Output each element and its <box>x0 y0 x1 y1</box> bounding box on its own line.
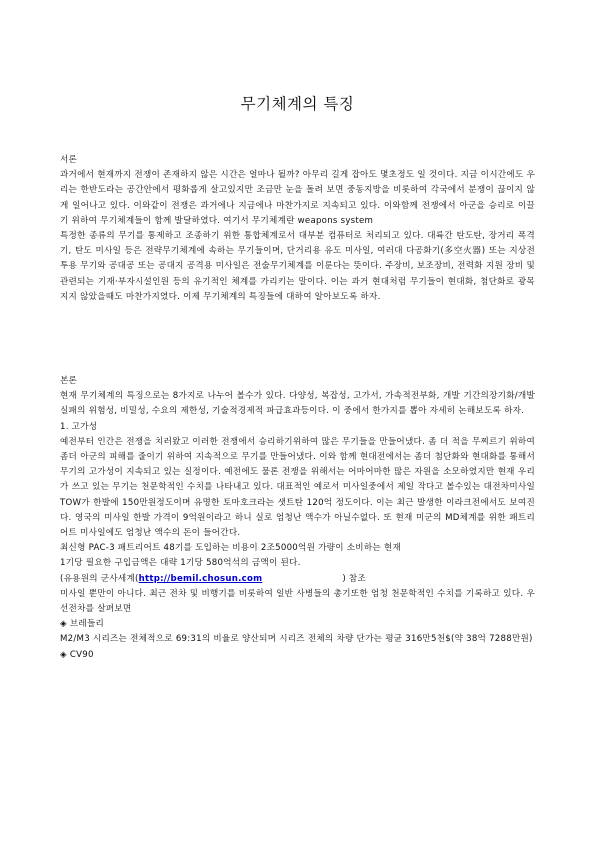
intro-paragraph-1: 과거에서 현재까지 전쟁이 존재하지 않은 시간은 얼마나 될까? 아무리 길게 잡아도 몇초정도 일 것이다. 지금 이시간에도 우리는 한반도라는 공간안에서 평화롭게 살고있지만 조금만 눈을 돌려 보면 중동지방을 비롯하여 각국에서 분쟁이 끊이지 않게 일어나고 있다. 이와같이 전쟁은 과거에나 지금에나 마찬가지로 지속되고 있다. 이와함께 전쟁에서 아군을 승리로 이끌기 위하여 무기체계들이 함께 발달하였다. 여기서 무기체계란 weapons system <box>60 170 535 226</box>
item-bradley-text: M2/M3 시리즈는 전체적으로 69:31의 비율로 양산되며 시리즈 전체의 차량 단가는 평균 316만5천$(약 38억 7288만원) <box>60 634 533 645</box>
source-prefix: (유용원의 군사세계( <box>60 573 139 584</box>
body-sub-paragraph-1: 예전부터 인간은 전쟁을 치러왔고 이러한 전쟁에서 승리하기위하여 많은 무기들을 만들어냈다. 좀 더 적을 무찌르기 위하여 좀더 아군의 피해를 줄이기 위하여 지속적으로 무기를 만들어냈다. 이와 함께 현대전에서는 좀더 첨단화와 현대화를 통해서 무기의 고가성이 지속되고 있는 실정이다. 예전에도 물론 전쟁을 위해서는 어마어마한 많은 자원을 소모하였지만 현재 우리가 쓰고 있는 무기는 천문학적인 수치를 나타내고 있다. 대표적인 예로서 미사일중에서 제일 작다고 볼수있는 대전차미사일TOW가 한발에 150만원정도이며 유명한 토마호크라는 샛트탄 120억 정도이다. 이는 최근 발생한 이라크전에서도 보여진다. 영국의 미사일 한발 가격이 9억원이라고 하니 실로 엄청난 액수가 아닐수없다. 또 현재 미군의 MD체계를 위한 패트리어트 미사일에도 엄청난 액수의 돈이 들어간다. <box>60 436 535 539</box>
item-cv90-label: ◈ CV90 <box>60 649 94 660</box>
body-sub-paragraph-3: 1기당 필요한 구입금액은 대략 1기당 580억석의 금액이 된다. <box>60 558 301 569</box>
body-sub-paragraph-2: 최신형 PAC-3 패트리어트 48기를 도입하는 비용이 2조5000억원 가량이 소비하는 현재 <box>60 543 402 554</box>
body-section <box>60 374 535 663</box>
source-reference <box>60 572 535 587</box>
intro-section <box>60 153 535 305</box>
sub-heading-cost: 1. 고가성 <box>60 421 98 432</box>
intro-paragraph-2: 특정한 종류의 무기를 통제하고 조종하기 위한 통합체계로서 대부분 컴퓨터로 처리되고 있다. 대륙간 탄도탄, 장거리 폭격기, 탄도 미사일 등은 전략무기체계에 속하는 무기들이며, 단거리용 유도 미사일, 여러대 다공화기(多空火器) 또는 지상전투용 무기와 공대공 또는 공대지 공격용 미사일은 전술무기체계를 이룬다는 뜻이다. 주장비, 보조장비, 전력화 지원 장비 및 관련되는 기재·부자시설인원 등의 유기적인 체계를 가리키는 말이다. 이는 과거 현대처럼 무기들이 현대화, 첨단화로 광목지지 않았을때도 마찬가지였다. 이제 무기체계의 특징들에 대하여 알아보도록 하자. <box>60 231 535 302</box>
source-suffix: ) 참조 <box>342 573 367 584</box>
item-bradley-label: ◈ 브레들리 <box>60 619 105 630</box>
source-link[interactable]: http://bemil.chosun.com <box>138 573 263 584</box>
continuation-paragraph: 미사일 뿐만이 아니다. 최근 전차 및 비행기를 비롯하여 일반 사병들의 총기또한 엄청 천문학적인 수치를 기록하고 있다. 우선전차를 살펴보면 <box>60 588 535 615</box>
body-heading: 본론 <box>60 376 78 386</box>
document-title: 무기체계의 특징 <box>240 95 355 113</box>
body-paragraph-1: 현재 무기체계의 특징으로는 8가지로 나누어 볼수가 있다. 다양성, 복잡성, 고가서, 가속적전부화, 개발 기간의장기화/개발 실패의 위험성, 비밀성, 수요의 제한성, 기술적경제적 파급효과등이다. 이 중에서 한가지를 뽑아 자세히 논해보도록 하자. <box>60 391 535 417</box>
intro-heading: 서론 <box>60 155 78 165</box>
